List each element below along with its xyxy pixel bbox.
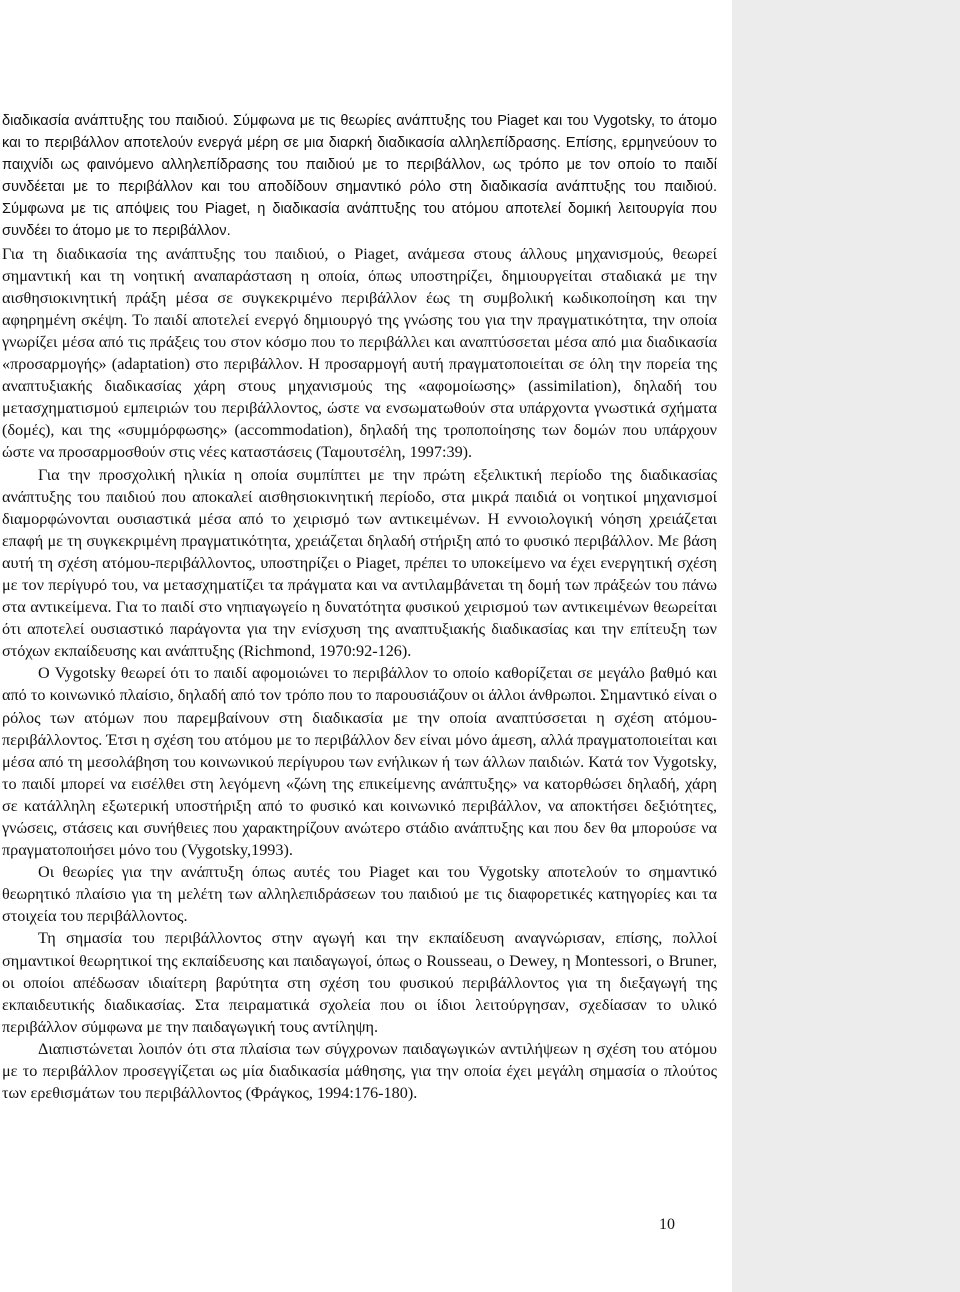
- paragraph: διαδικασία ανάπτυξης του παιδιού. Σύμφωνα με τις θεωρίες ανάπτυξης του Piaget και του Vygotsky, το άτομο και το περιβάλλον αποτελούν ενεργά μέρη σε μια διαρκή διαδικασία αλληλεπίδρασης. Επίσης, ερμηνεύουν το παιχνίδι ως φαινόμενο αλληλεπίδρασης του παιδιού με το περιβάλλον, ως τρόπο με τον οποίο το παιδί συνδέεται με το περιβάλλον και του αποδίδουν σημαντικό ρόλο στη διαδικασία ανάπτυξης του παιδιού. Σύμφωνα με τις απόψεις του Piaget, η διαδικασία ανάπτυξης του ατόμου αποτελεί δομική λειτουργία που συνδέει το άτομο με το περιβάλλον.: [2, 113, 717, 240]
- paragraph: Για τη διαδικασία της ανάπτυξης του παιδιού, ο Piaget, ανάμεσα στους άλλους μηχανισμούς, θεωρεί σημαντική και τη νοητική αναπαράσταση η οποία, όπως υποστηρίζει, δημιουργείται σταδιακά με την αισθησιοκινητική πράξη μέσα σε συγκεκριμένο περιβάλλον έως τη συμβολική κωδικοποίηση και την αφηρημένη σκέψη. Το παιδί αποτελεί ενεργό δημιουργό της γνώσης του για την πραγματικότητα, την οποία γνωρίζει μέσα από τις πράξεις του στον κόσμο που το περιβάλλει και αναπτύσσεται μέσα από μια διαδικασία «προσαρμογής» (adaptation) στο περιβάλλον. Η προσαρμογή αυτή πραγματοποιείται σε όλη την πορεία της αναπτυξιακής διαδικασίας χάρη στους μηχανισμούς της «αφομοίωσης» (assimilation), δηλαδή του μετασχηματισμού εμπειριών του περιβάλλοντος, ώστε να ενσωματωθούν στα υπάρχοντα γνωστικά σχήματα (δομές), και της «συμμόρφωσης» (accommodation), δηλαδή της τροποποίησης των δομών που υπάρχουν ώστε να προσαρμοσθούν στις νέες καταστάσεις (Ταμουτσέλη, 1997:39).: [2, 244, 717, 462]
- comment-margin-panel: [732, 0, 960, 1292]
- paragraph: Οι θεωρίες για την ανάπτυξη όπως αυτές του Piaget και του Vygotsky αποτελούν το σημαντικό θεωρητικό πλαίσιο για τη μελέτη των αλληλεπιδράσεων του παιδιού με τις διαφορετικές κατηγορίες και τα στοιχεία του περιβάλλοντος.: [2, 863, 717, 926]
- paragraph: Για την προσχολική ηλικία η οποία συμπίπτει με την πρώτη εξελικτική περίοδο της διαδικασίας ανάπτυξης του παιδιού που αποκαλεί αισθησιοκινητική περίοδο, στα μικρά παιδιά οι νοητικοί μηχανισμοί διαμορφώνονται ουσιαστικά μέσα από το χειρισμό των αντικειμένων. Η εννοιολογική νόηση χρειάζεται επαφή με τη συγκεκριμένη πραγματικότητα, χρειάζεται δηλαδή στήριξη από το φυσικό περιβάλλον. Με βάση αυτή τη σχέση ατόμου-περιβάλλοντος, υποστηρίζει ο Piaget, πρέπει το υποκείμενο να έχει ενεργητική σχέση με τον περίγυρό του, να μετασχηματίζει τα πράγματα και να αντιλαμβάνεται τη δομή των πράξεών του πάνω στα αντικείμενα. Για το παιδί στο νηπιαγωγείο η δυνατότητα φυσικού χειρισμού των αντικειμένων θεωρείται ότι αποτελεί ουσιαστικό παράγοντα για την ενίσχυση της αναπτυξιακής διαδικασίας και την επίτευξη των στόχων εκπαίδευσης και ανάπτυξης (Richmond, 1970:92-126).: [2, 465, 717, 661]
- paragraph: Τη σημασία του περιβάλλοντος στην αγωγή και την εκπαίδευση αναγνώρισαν, επίσης, πολλοί σημαντικοί θεωρητικοί της εκπαίδευσης και παιδαγωγοί, όπως ο Rousseau, ο Dewey, η Montessori, ο Bruner, οι οποίοι απέδωσαν ιδιαίτερη βαρύτητα στη σχέση του φυσικού περιβάλλοντος για τη διεξαγωγή της εκπαιδευτικής διαδικασίας. Στα πειραματικά σχολεία που οι ίδιοι λειτούργησαν, σχεδίασαν το υλικό περιβάλλον σύμφωνα με την παιδαγωγική τους αντίληψη.: [2, 929, 717, 1036]
- page-number: 10: [659, 1216, 675, 1233]
- body-text: [2, 110, 717, 1104]
- paragraph: Ο Vygotsky θεωρεί ότι το παιδί αφομοιώνει το περιβάλλον το οποίο καθορίζεται σε μεγάλο βαθμό και από το κοινωνικό πλαίσιο, δηλαδή από τον τρόπο που το παρουσιάζουν οι άλλοι άνθρωποι. Σημαντικό είναι ο ρόλος των ατόμων που παρεμβαίνουν στη διαδικασία με την οποία αναπτύσσεται η σχέση ατόμου-περιβάλλοντος. Έτσι η σχέση του ατόμου με το περιβάλλον δεν είναι μόνο άμεση, αλλά πραγματοποιείται και μέσα από τη μεσολάβηση του κοινωνικού περίγυρου των ενήλικων ή των άλλων παιδιών. Κατά τον Vygotsky, το παιδί μπορεί να εισέλθει στη λεγόμενη «ζώνη της επικείμενης ανάπτυξης» να κατορθώσει δηλαδή, χάρη σε κατάλληλη εξωτερική υποστήριξη από το φυσικό και κοινωνικό περιβάλλον, να αποκτήσει δεξιότητες, γνώσεις, στάσεις και συνήθειες που χαρακτηρίζουν ανώτερο στάδιο ανάπτυξης και που δεν θα μπορούσε να πραγματοποιήσει μόνο του (Vygotsky,1993).: [2, 664, 717, 860]
- paragraph: Διαπιστώνεται λοιπόν ότι στα πλαίσια των σύγχρονων παιδαγωγικών αντιλήψεων η σχέση του ατόμου με το περιβάλλον προσεγγίζεται ως μία διαδικασία μάθησης, για την οποία έχει μεγάλη σημασία ο πλούτος των ερεθισμάτων του περιβάλλοντος (Φράγκος, 1994:176-180).: [2, 1039, 717, 1103]
